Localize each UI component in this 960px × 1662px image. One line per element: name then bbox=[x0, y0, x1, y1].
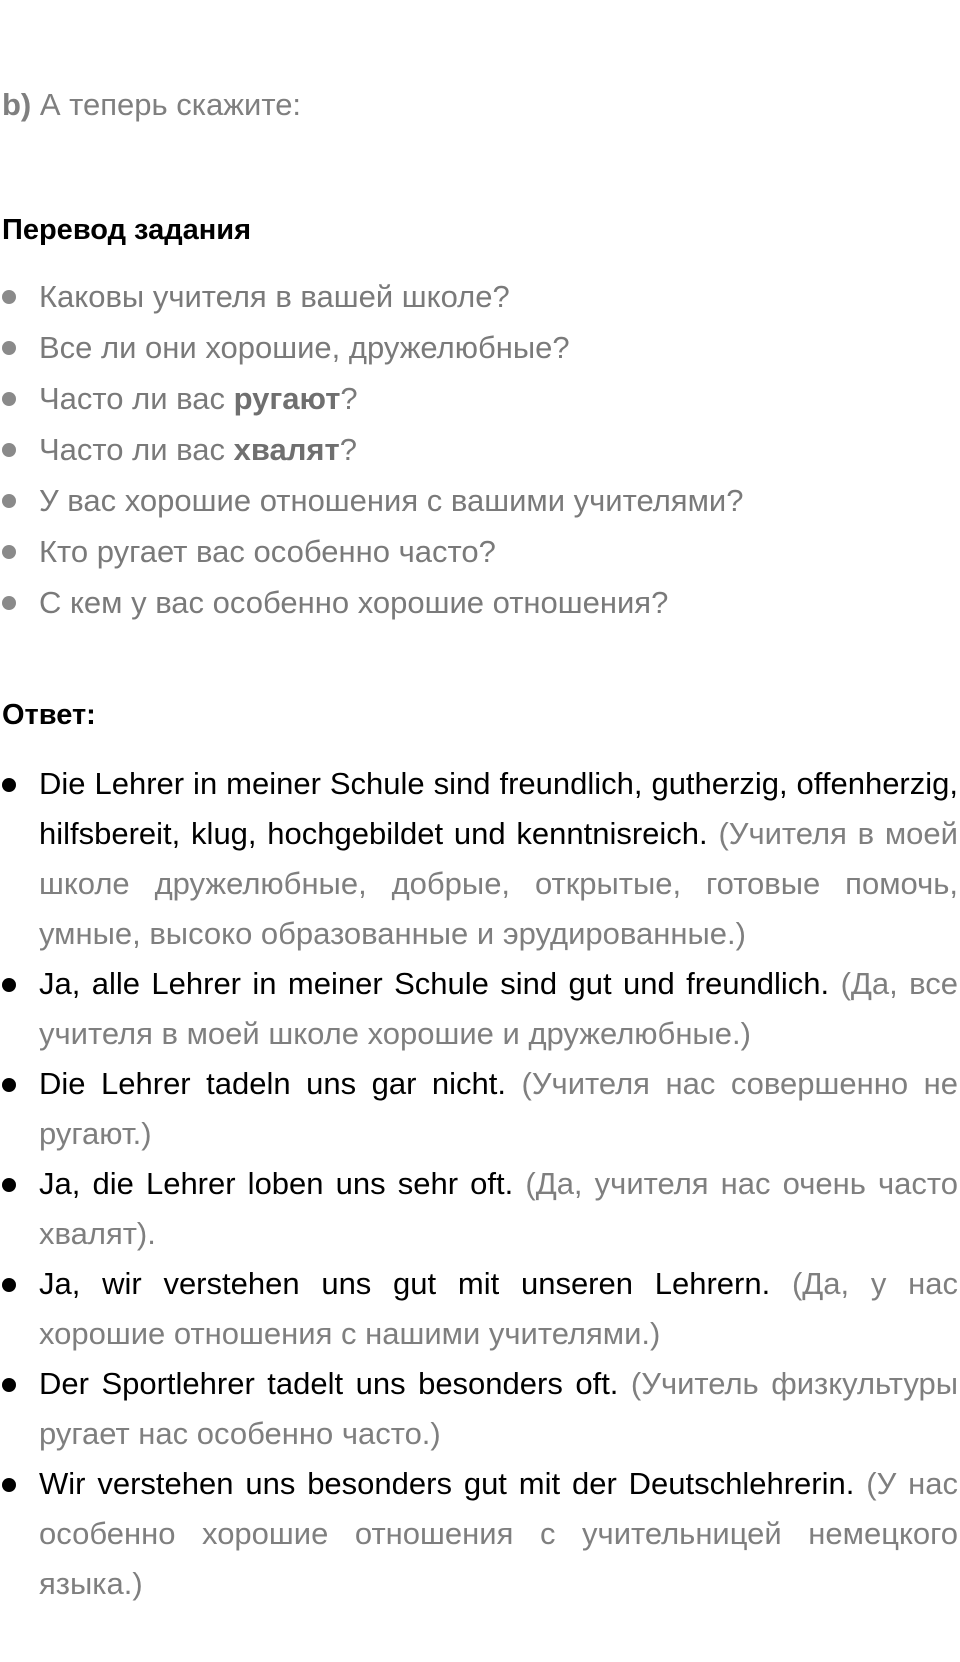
german-answer: Die Lehrer in meiner Schule sind freundlich, gutherzig, offenherzig, hilfsbereit, klug, hochgebildet und kenntnisreich. bbox=[39, 766, 958, 851]
answer-heading: Ответ: bbox=[2, 699, 96, 731]
list-item bbox=[0, 379, 960, 430]
translation-heading: Перевод задания bbox=[2, 214, 252, 246]
russian-translation: (Да, учителя нас очень часто хвалят). bbox=[39, 1166, 958, 1251]
german-answer: Ja, wir verstehen uns gut mit unseren Lehrern. bbox=[39, 1266, 771, 1301]
bullet-icon bbox=[2, 545, 16, 559]
bullet-icon bbox=[2, 443, 16, 457]
list-item-text: Кто ругает вас особенно часто? bbox=[39, 534, 496, 569]
russian-translation: (У нас особенно хорошие отношения с учительницей немецкого языка.) bbox=[39, 1466, 958, 1601]
list-item-text: С кем у вас особенно хорошие отношения? bbox=[39, 585, 669, 620]
list-item bbox=[0, 328, 960, 379]
translation-list bbox=[0, 277, 960, 634]
russian-translation: (Да, все учителя в моей школе хорошие и дружелюбные.) bbox=[39, 966, 958, 1051]
bullet-icon bbox=[2, 978, 16, 992]
bullet-icon bbox=[2, 494, 16, 508]
list-item bbox=[0, 481, 960, 532]
list-item bbox=[0, 1259, 958, 1359]
russian-translation: (Да, у нас хорошие отношения с нашими учителями.) bbox=[39, 1266, 958, 1351]
german-answer: Die Lehrer tadeln uns gar nicht. bbox=[39, 1066, 507, 1101]
german-answer: Ja, die Lehrer loben uns sehr oft. bbox=[39, 1166, 514, 1201]
list-item bbox=[0, 583, 960, 634]
answer-list bbox=[0, 759, 960, 1609]
bullet-icon bbox=[2, 341, 16, 355]
list-item-text: Часто ли вас ругают? bbox=[39, 381, 358, 416]
list-item bbox=[0, 532, 960, 583]
list-item bbox=[0, 277, 960, 328]
bullet-icon bbox=[2, 1478, 16, 1492]
list-item-text: Часто ли вас хвалят? bbox=[39, 432, 357, 467]
list-item bbox=[0, 1459, 958, 1609]
bullet-icon bbox=[2, 1378, 16, 1392]
russian-translation: (Учитель физкультуры ругает нас особенно часто.) bbox=[39, 1366, 958, 1451]
bullet-icon bbox=[2, 392, 16, 406]
bullet-icon bbox=[2, 1278, 16, 1292]
list-item bbox=[0, 1359, 958, 1459]
russian-translation: (Учителя в моей школе дружелюбные, добрые, открытые, готовые помочь, умные, высоко образованные и эрудированные.) bbox=[39, 816, 958, 951]
list-item bbox=[0, 430, 960, 481]
list-item bbox=[0, 1159, 958, 1259]
list-item-text: У вас хорошие отношения с вашими учителями? bbox=[39, 483, 744, 518]
bullet-icon bbox=[2, 1178, 16, 1192]
russian-translation: (Учителя нас совершенно не ругают.) bbox=[39, 1066, 958, 1151]
bullet-icon bbox=[2, 596, 16, 610]
list-item-text: Все ли они хорошие, дружелюбные? bbox=[39, 330, 570, 365]
intro-label: b) bbox=[2, 87, 32, 122]
list-item bbox=[0, 759, 958, 959]
bullet-icon bbox=[2, 1078, 16, 1092]
intro-text: А теперь скажите: bbox=[39, 87, 302, 122]
list-item-text: Каковы учителя в вашей школе? bbox=[39, 279, 510, 314]
list-item bbox=[0, 1059, 958, 1159]
bullet-icon bbox=[2, 778, 16, 792]
bullet-icon bbox=[2, 290, 16, 304]
list-item bbox=[0, 959, 958, 1059]
german-answer: Wir verstehen uns besonders gut mit der Deutschlehrerin. bbox=[39, 1466, 855, 1501]
german-answer: Ja, alle Lehrer in meiner Schule sind gut und freundlich. bbox=[39, 966, 830, 1001]
german-answer: Der Sportlehrer tadelt uns besonders oft. bbox=[39, 1366, 619, 1401]
intro-line bbox=[2, 86, 301, 124]
